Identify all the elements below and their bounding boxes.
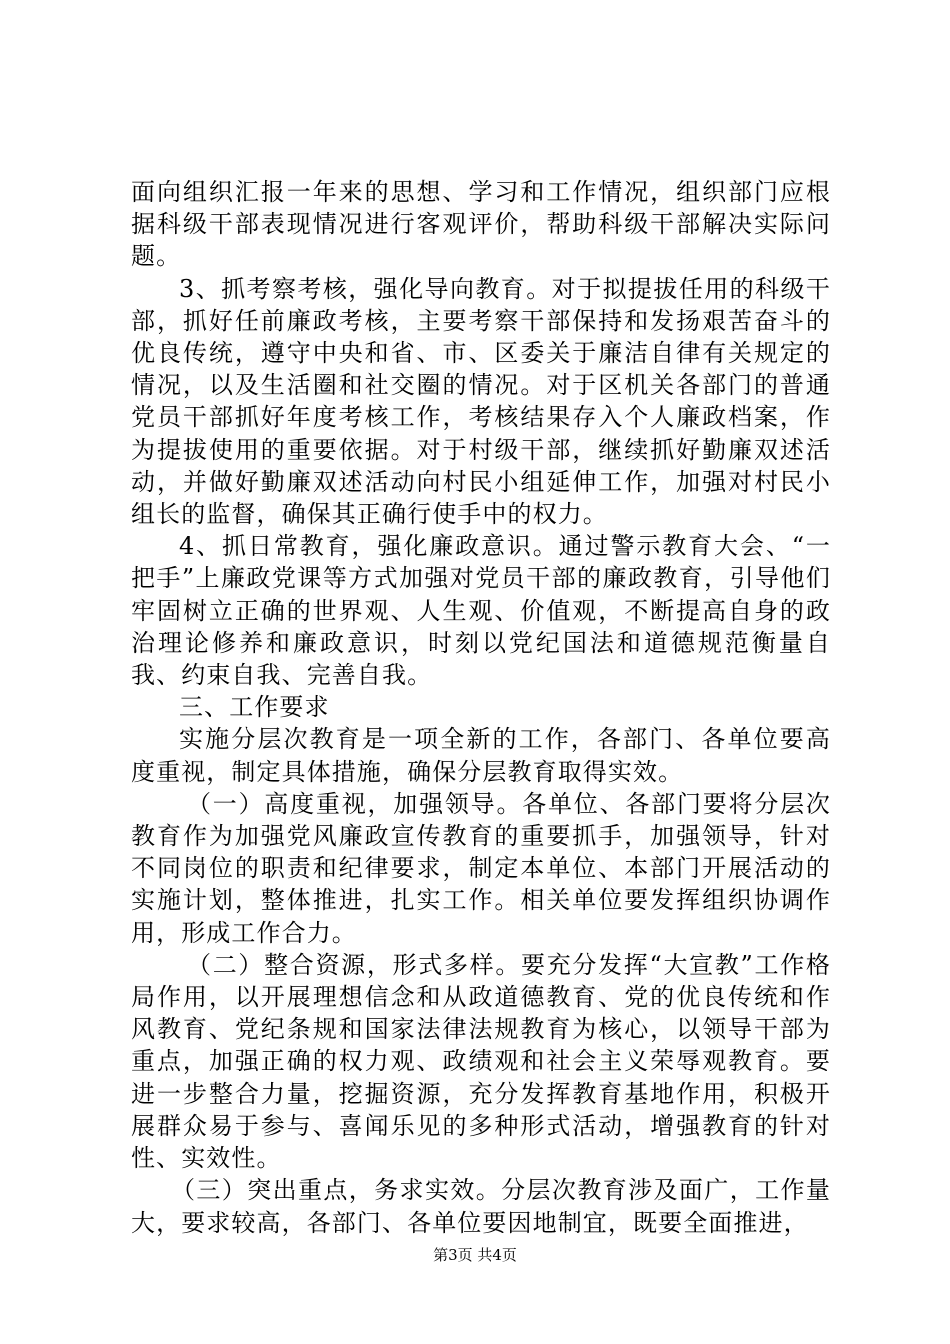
paragraph-7: （三）突出重点，务求实效。分层次教育涉及面广，工作量大，要求较高，各部门、各单位要因地制宜，既要全面推进，	[131, 1176, 831, 1237]
paragraph-1: 面向组织汇报一年来的思想、学习和工作情况，组织部门应根据科级干部表现情况进行客观评价，帮助科级干部解决实际问题。	[131, 178, 831, 271]
paragraph-3: 4、抓日常教育，强化廉政意识。通过警示教育大会、“一把手”上廉政党课等方式加强对党员干部的廉政教育，引导他们牢固树立正确的世界观、人生观、价值观，不断提高自身的政治理论修养和廉政意识，时刻以党纪国法和道德规范衡量自我、约束自我、完善自我。	[131, 532, 831, 690]
page-footer: 第3页 共4页	[433, 1246, 517, 1264]
section-heading-3: 三、工作要求	[179, 693, 330, 722]
paragraph-6: （二）整合资源，形式多样。要充分发挥“大宣教”工作格局作用，以开展理想信念和从政道德教育、党的优良传统和作风教育、党纪条规和国家法律法规教育为核心，以领导干部为重点，加强正确的权力观、政绩观和社会主义荣辱观教育。要进一步整合力量，挖掘资源，充分发挥教育基地作用，积极开展群众易于参与、喜闻乐见的多种形式活动，增强教育的针对性、实效性。	[131, 950, 831, 1173]
paragraph-2: 3、抓考察考核，强化导向教育。对于拟提拔任用的科级干部，抓好任前廉政考核，主要考察干部保持和发扬艰苦奋斗的优良传统，遵守中央和省、市、区委关于廉洁自律有关规定的情况，以及生活圈和社交圈的情况。对于区机关各部门的普通党员干部抓好年度考核工作，考核结果存入个人廉政档案，作为提拔使用的重要依据。对于村级干部，继续抓好勤廉双述活动，并做好勤廉双述活动向村民小组延伸工作，加强对村民小组长的监督，确保其正确行使手中的权力。	[131, 274, 831, 529]
paragraph-4: 实施分层次教育是一项全新的工作，各部门、各单位要高度重视，制定具体措施，确保分层教育取得实效。	[131, 725, 831, 786]
document-body	[131, 176, 831, 1239]
paragraph-5: （一）高度重视，加强领导。各单位、各部门要将分层次教育作为加强党风廉政宣传教育的重要抓手，加强领导，针对不同岗位的职责和纪律要求，制定本单位、本部门开展活动的实施计划，整体推进，扎实工作。相关单位要发挥组织协调作用，形成工作合力。	[131, 789, 831, 947]
